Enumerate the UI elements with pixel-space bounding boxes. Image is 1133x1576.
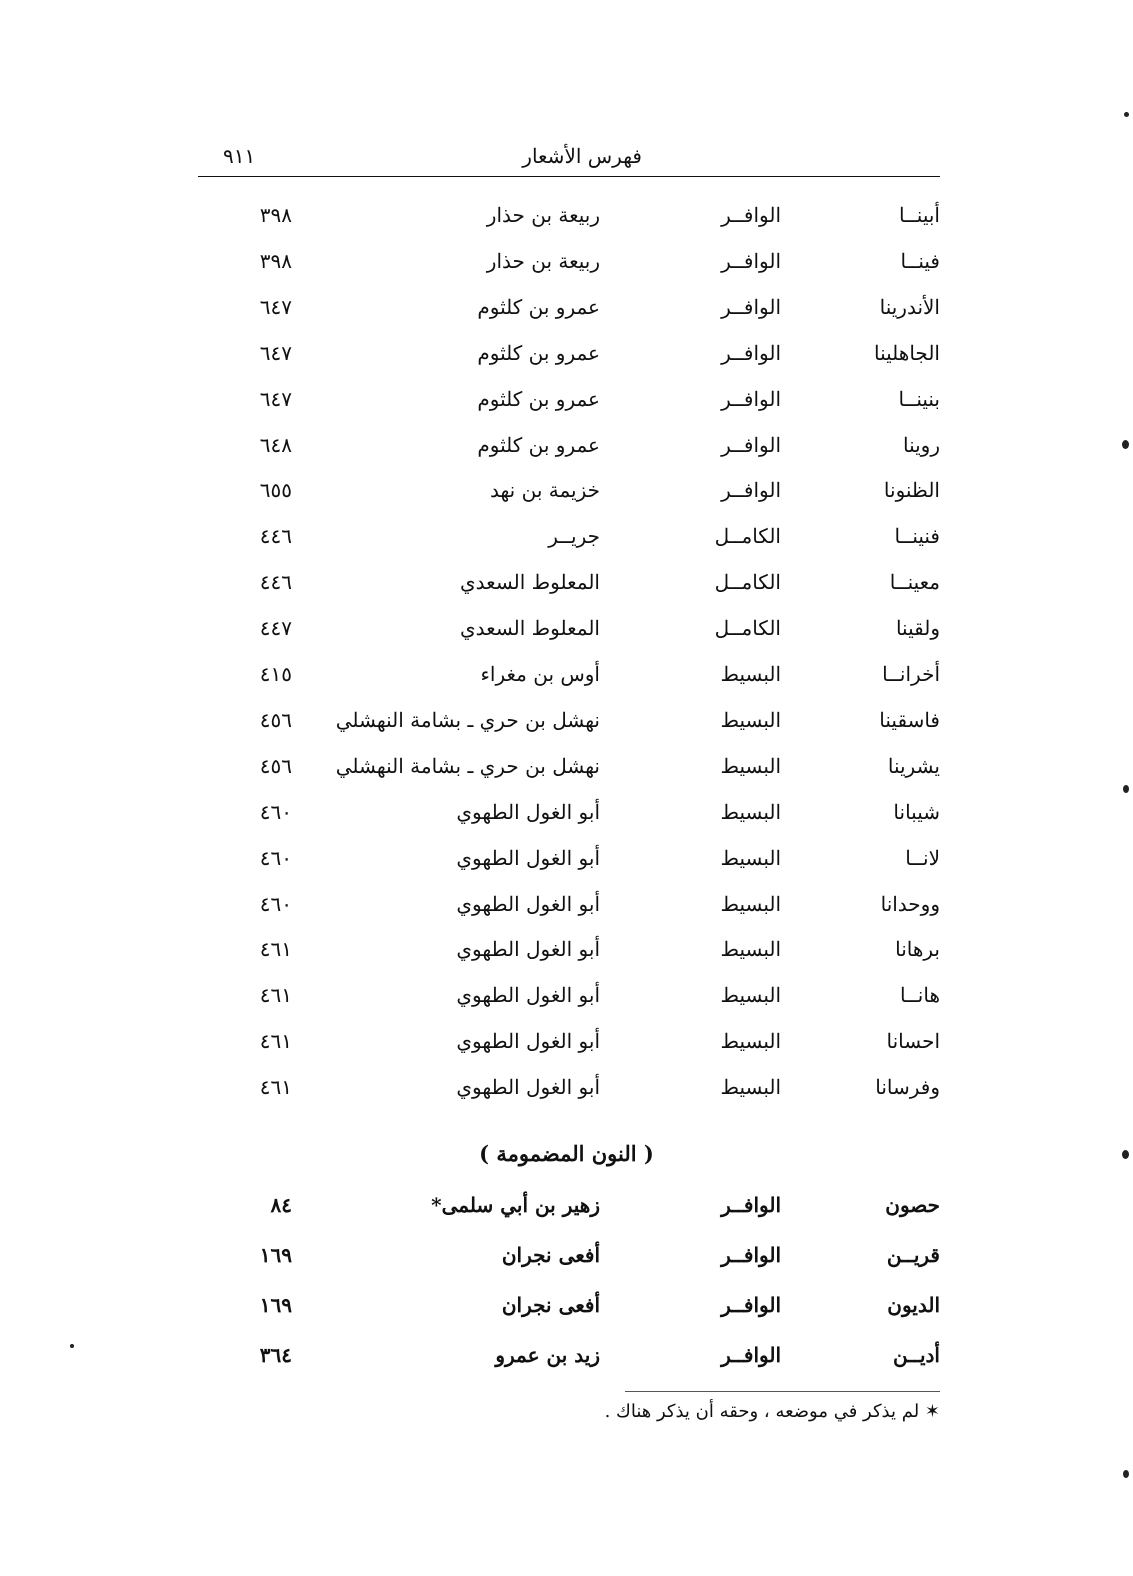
page-ref: ٤٤٧ [259, 616, 292, 641]
rhyme-word: أديــن [893, 1343, 940, 1367]
rhyme-word: يشرينا [887, 753, 940, 778]
page-ref: ٤٦١ [259, 1029, 292, 1054]
meter-name: الكامــل [714, 570, 781, 595]
meter-name: الوافــر [721, 203, 781, 227]
page-ref: ١٦٩ [259, 1293, 292, 1317]
page-ref: ٤٥٦ [259, 753, 292, 778]
poet-name: عمرو بن كلثوم [477, 294, 600, 319]
index-row [0, 433, 1133, 463]
meter-name: الكامــل [714, 616, 781, 641]
meter-name: البسيط [720, 1029, 781, 1054]
poet-name: ربيعة بن حذار [486, 203, 600, 227]
rhyme-word: وفرسانا [875, 1075, 940, 1100]
rhyme-word: قريــن [886, 1243, 940, 1267]
meter-name: الوافــر [721, 478, 781, 503]
index-row [0, 570, 1133, 600]
rhyme-word: برهانا [895, 937, 940, 962]
poet-name: أفعى نجران [501, 1243, 600, 1267]
index-row [0, 478, 1133, 508]
rhyme-word: شيبانا [893, 799, 940, 824]
meter-name: البسيط [720, 1075, 781, 1100]
poet-name: أبو الغول الطهوي [456, 983, 600, 1008]
poet-name: أبو الغول الطهوي [456, 891, 600, 916]
scan-speck [70, 1344, 74, 1348]
poet-name: أبو الغول الطهوي [456, 799, 600, 824]
rhyme-word: الأندرينا [879, 294, 940, 319]
index-row [0, 892, 1133, 922]
page-ref: ٣٩٨ [259, 203, 292, 227]
footnote-divider [625, 1391, 940, 1392]
rhyme-word: احسانا [886, 1029, 940, 1054]
poet-name: أبو الغول الطهوي [456, 1029, 600, 1054]
rhyme-word: فاسقينا [879, 707, 940, 732]
rhyme-word: بنينــا [898, 386, 940, 411]
index-row [0, 937, 1133, 967]
rhyme-word: لانــا [905, 845, 940, 870]
poet-name: عمرو بن كلثوم [477, 432, 600, 457]
page-header [198, 144, 940, 177]
poet-name: زهير بن أبي سلمى* [431, 1193, 600, 1217]
rhyme-word: أخرانــا [882, 662, 940, 686]
index-row [0, 800, 1133, 830]
meter-name: البسيط [720, 799, 781, 824]
index-row [0, 203, 1133, 233]
poet-name: المعلوط السعدي [460, 616, 600, 641]
index-row [0, 1029, 1133, 1059]
rhyme-word: أبينــا [898, 203, 940, 227]
meter-name: البسيط [720, 891, 781, 916]
poet-name: ربيعة بن حذار [486, 248, 600, 273]
index-row [0, 295, 1133, 325]
meter-name: البسيط [720, 662, 781, 686]
poet-name: نهشل بن حري ـ بشامة النهشلي [335, 707, 600, 732]
rhyme-word: الديون [887, 1293, 940, 1317]
section-title: ( النون المضمومة ) [479, 1141, 654, 1166]
meter-name: البسيط [720, 983, 781, 1008]
index-row [0, 846, 1133, 876]
meter-name: الوافــر [721, 1343, 781, 1367]
meter-name: الوافــر [721, 294, 781, 319]
meter-name: الوافــر [721, 432, 781, 457]
scan-speck [1123, 785, 1129, 793]
rhyme-word: ووحدانا [880, 891, 940, 916]
page-ref: ٦٤٧ [259, 340, 292, 365]
index-row [0, 616, 1133, 646]
page-ref: ٤٦٠ [259, 799, 292, 824]
poet-name: أبو الغول الطهوي [456, 1075, 600, 1100]
meter-name: الوافــر [721, 386, 781, 411]
page-ref: ٤٦١ [259, 937, 292, 962]
poet-name: أبو الغول الطهوي [456, 937, 600, 962]
rhyme-word: الظنونا [883, 478, 940, 503]
page-ref: ١٦٩ [259, 1243, 292, 1267]
meter-name: البسيط [720, 845, 781, 870]
poet-name: جريــر [548, 524, 600, 549]
poet-name: المعلوط السعدي [460, 570, 600, 595]
page-ref: ٤٥٦ [259, 707, 292, 732]
meter-name: البسيط [720, 937, 781, 962]
index-row [0, 983, 1133, 1013]
page-ref: ٣٦٤ [259, 1343, 292, 1367]
poet-name: خزيمة بن نهد [489, 478, 600, 503]
page-number: ٩١١ [223, 144, 256, 168]
page-ref: ٤٦١ [259, 983, 292, 1008]
footnote: ✶ لم يذكر في موضعه ، وحقه أن يذكر هناك . [604, 1401, 940, 1422]
index-row [0, 1293, 1133, 1323]
index-row [0, 754, 1133, 784]
index-row [0, 1243, 1133, 1273]
page-ref: ٤٤٦ [259, 570, 292, 595]
poet-name: عمرو بن كلثوم [477, 340, 600, 365]
poet-name: أفعى نجران [501, 1293, 600, 1317]
page-ref: ٦٤٧ [259, 386, 292, 411]
index-row [0, 1343, 1133, 1373]
page-ref: ٨٤ [270, 1193, 292, 1217]
index-row [0, 387, 1133, 417]
poet-name: نهشل بن حري ـ بشامة النهشلي [335, 753, 600, 778]
index-row [0, 524, 1133, 554]
scan-speck [1122, 1150, 1129, 1159]
index-row [0, 1075, 1133, 1105]
index-row [0, 249, 1133, 279]
page-ref: ٤٦١ [259, 1075, 292, 1100]
meter-name: البسيط [720, 753, 781, 778]
meter-name: الوافــر [721, 1193, 781, 1217]
page-ref: ٣٩٨ [259, 248, 292, 273]
index-row [0, 662, 1133, 692]
page-ref: ٦٥٥ [259, 478, 292, 503]
meter-name: الوافــر [721, 1243, 781, 1267]
rhyme-word: هانــا [899, 983, 940, 1008]
rhyme-word: روينا [902, 432, 940, 457]
scan-speck [1122, 440, 1129, 449]
rhyme-word: حصون [885, 1193, 940, 1217]
rhyme-word: فنينــا [894, 524, 940, 549]
rhyme-word: الجاهلينا [874, 340, 940, 365]
page-ref: ٦٤٧ [259, 294, 292, 319]
rhyme-word: ولقينا [895, 616, 940, 641]
poet-name: عمرو بن كلثوم [477, 386, 600, 411]
rhyme-word: معينــا [889, 570, 940, 595]
section-heading [0, 1141, 1133, 1166]
poet-name: زيد بن عمرو [495, 1343, 600, 1367]
page-ref: ٤٤٦ [259, 524, 292, 549]
page-ref: ٤١٥ [259, 662, 292, 686]
meter-name: الكامــل [714, 524, 781, 549]
meter-name: الوافــر [721, 1293, 781, 1317]
page-ref: ٤٦٠ [259, 891, 292, 916]
poet-name: أوس بن مغراء [480, 662, 600, 686]
poet-name: أبو الغول الطهوي [456, 845, 600, 870]
scan-speck [1123, 1470, 1129, 1478]
meter-name: الوافــر [721, 340, 781, 365]
rhyme-word: فينــا [900, 248, 940, 273]
meter-name: الوافــر [721, 248, 781, 273]
index-row [0, 708, 1133, 738]
meter-name: البسيط [720, 707, 781, 732]
page-ref: ٦٤٨ [259, 432, 292, 457]
index-row [0, 1193, 1133, 1223]
page-title: فهرس الأشعار [522, 144, 642, 168]
scan-speck [1124, 112, 1129, 117]
page-ref: ٤٦٠ [259, 845, 292, 870]
index-row [0, 341, 1133, 371]
